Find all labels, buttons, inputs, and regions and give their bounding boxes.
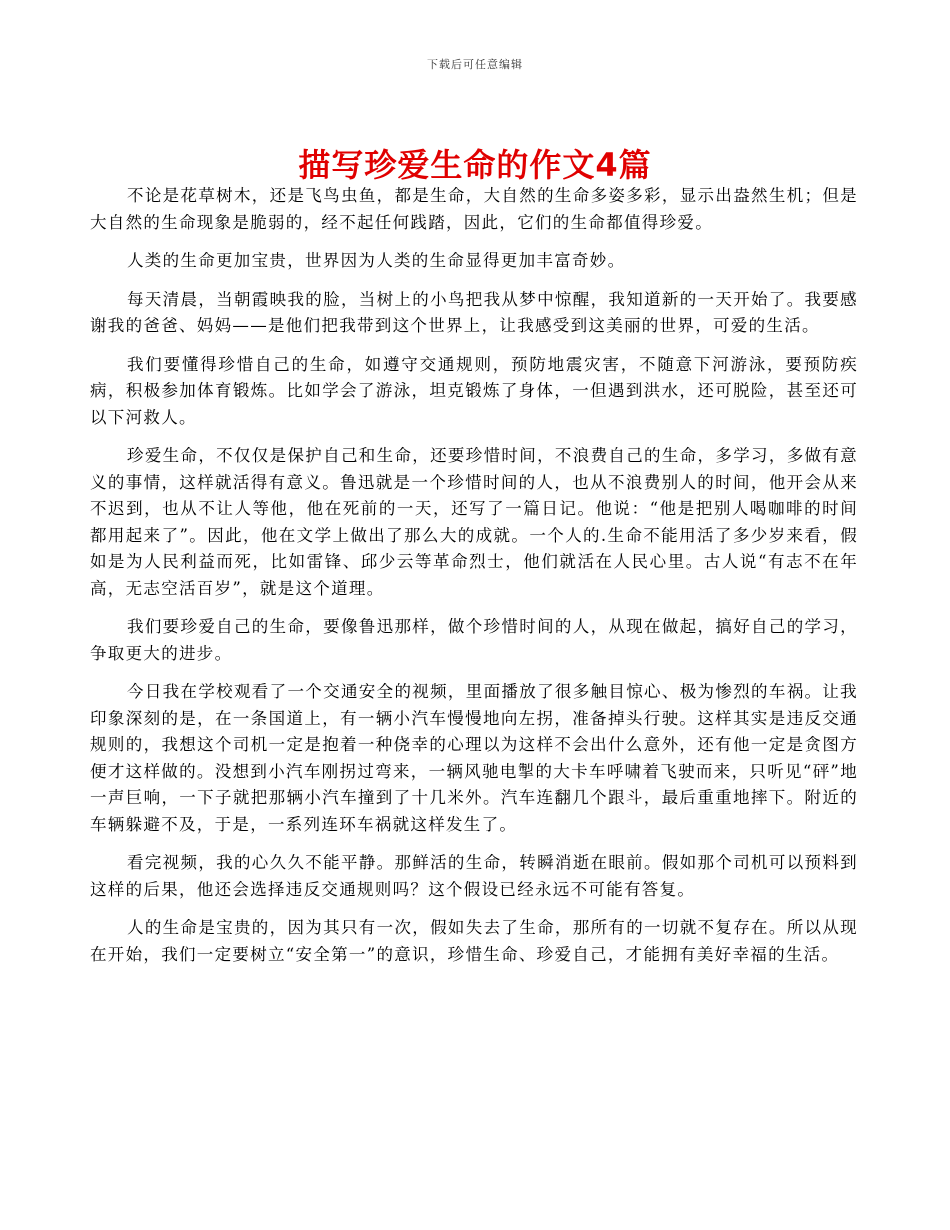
- paragraph-7: 今日我在学校观看了一个交通安全的视频，里面播放了很多触目惊心、极为惨烈的车祸。让我印象深刻的是，在一条国道上，有一辆小汽车慢慢地向左拐，准备掉头行驶。这样其实是违反交通规则的，我想这个司机一定是抱着一种侥幸的心理以为这样不会出什么意外，还有他一定是贪图方便才这样做的。没想到小汽车刚拐过弯来，一辆风驰电掣的大卡车呼啸着飞驶而来，只听见“砰”地一声巨响，一下子就把那辆小汽车撞到了十几米外。汽车连翻几个跟斗，最后重重地摔下。附近的车辆躲避不及，于是，一系列连环车祸就这样发生了。: [90, 682, 858, 834]
- document-body: [90, 183, 858, 980]
- paragraph-3: 每天清晨，当朝霞映我的脸，当树上的小鸟把我从梦中惊醒，我知道新的一天开始了。我要感谢我的爸爸、妈妈——是他们把我带到这个世界上，让我感受到这美丽的世界，可爱的生活。: [90, 289, 858, 335]
- paragraph-4: 我们要懂得珍惜自己的生命，如遵守交通规则，预防地震灾害，不随意下河游泳，要预防疾病，积极参加体育锻炼。比如学会了游泳，坦克锻炼了身体，一但遇到洪水，还可脱险，甚至还可以下河救人。: [90, 354, 858, 427]
- header-note: 下载后可任意编辑: [427, 58, 523, 71]
- paragraph-8: 看完视频，我的心久久不能平静。那鲜活的生命，转瞬消逝在眼前。假如那个司机可以预料到这样的后果，他还会选择违反交通规则吗？这个假设已经永远不可能有答复。: [90, 853, 858, 899]
- paragraph-1: 不论是花草树木，还是飞鸟虫鱼，都是生命，大自然的生命多姿多彩，显示出盎然生机；但是大自然的生命现象是脆弱的，经不起任何践踏，因此，它们的生命都值得珍爱。: [90, 186, 858, 232]
- paragraph-6: 我们要珍爱自己的生命，要像鲁迅那样，做个珍惜时间的人，从现在做起，搞好自己的学习，争取更大的进步。: [90, 617, 858, 663]
- document-title: 描写珍爱生命的作文4篇: [298, 146, 652, 184]
- paragraph-5: 珍爱生命，不仅仅是保护自己和生命，还要珍惜时间，不浪费自己的生命，多学习，多做有意义的事情，这样就活得有意义。鲁迅就是一个珍惜时间的人，也从不浪费别人的时间，他开会从来不迟到，也从不让人等他，他在死前的一天，还写了一篇日记。他说：“他是把别人喝咖啡的时间都用起来了”。因此，他在文学上做出了那么大的成就。一个人的.生命不能用活了多少岁来看，假如是为人民利益而死，比如雷锋、邱少云等革命烈士，他们就活在人民心里。古人说“有志不在年高，无志空活百岁”，就是这个道理。: [90, 446, 858, 598]
- paragraph-9: 人的生命是宝贵的，因为其只有一次，假如失去了生命，那所有的一切就不复存在。所以从现在开始，我们一定要树立“安全第一”的意识，珍惜生命、珍爱自己，才能拥有美好幸福的生活。: [90, 918, 858, 964]
- paragraph-2: 人类的生命更加宝贵，世界因为人类的生命显得更加丰富奇妙。: [127, 251, 626, 270]
